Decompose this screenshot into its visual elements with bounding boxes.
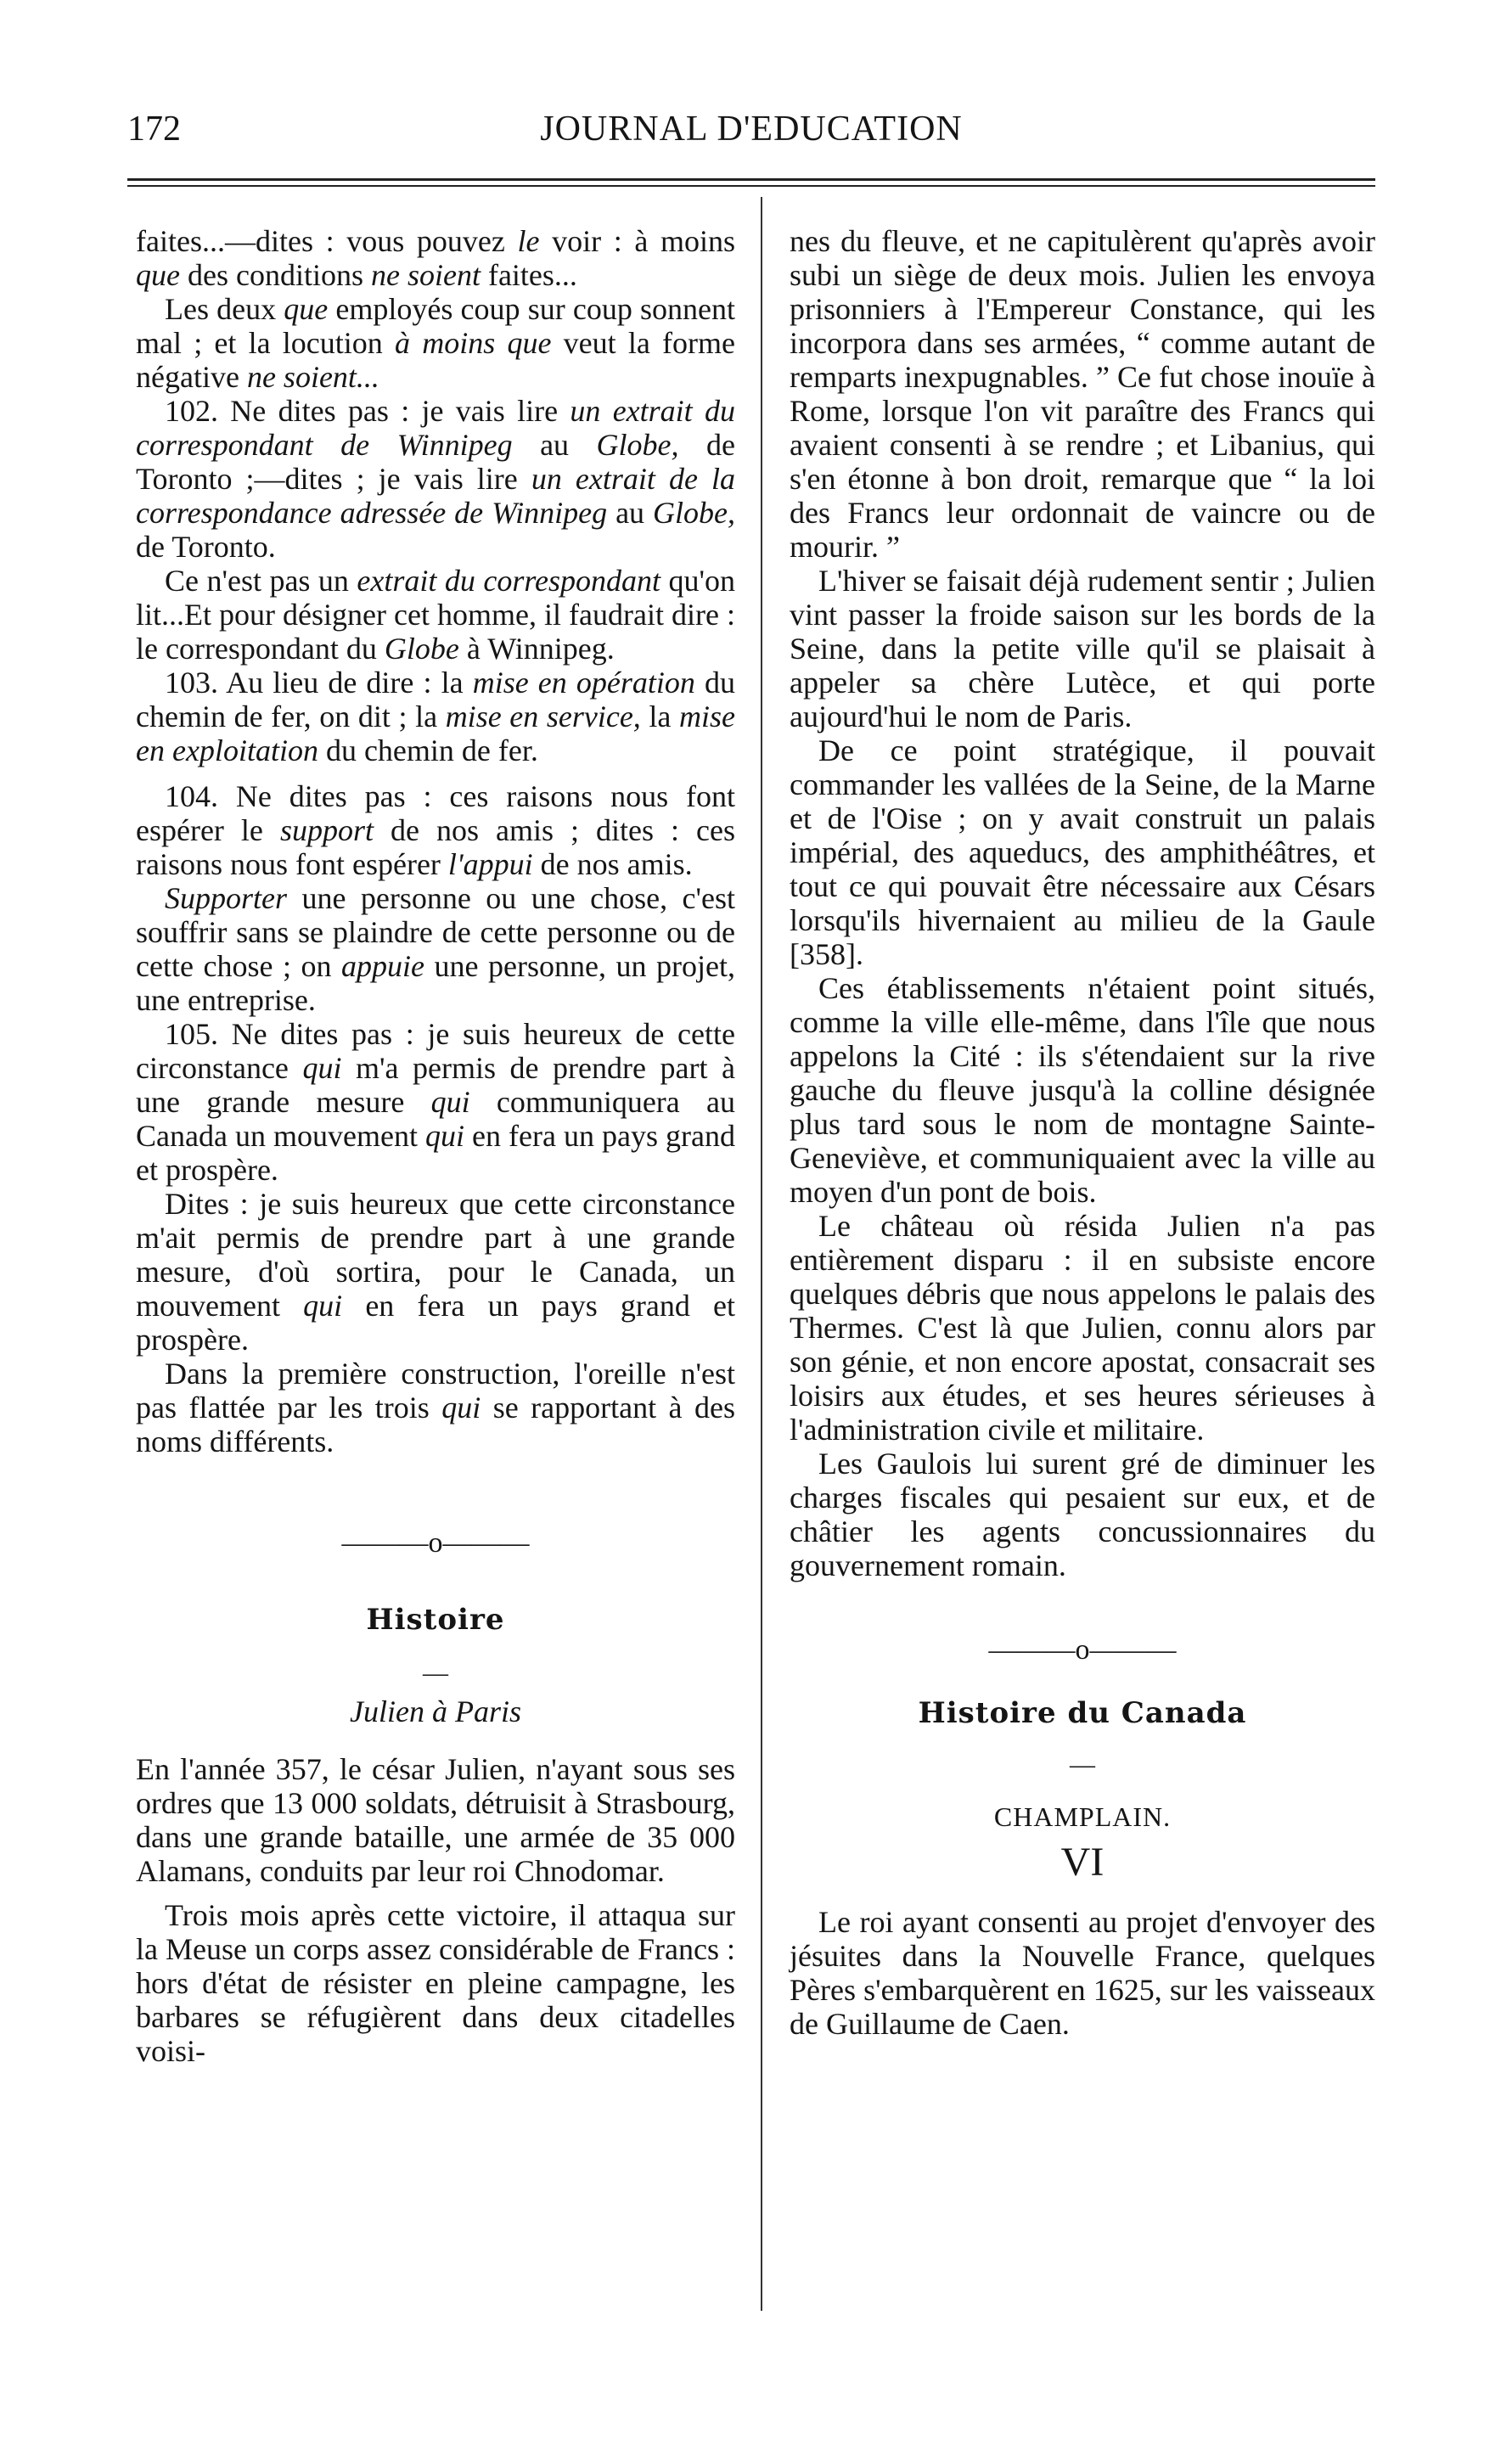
journal-title: JOURNAL D'EDUCATION xyxy=(540,110,963,149)
paragraph: Les deux que employés coup sur coup sonnent mal ; et la locution à moins que veut la forme négative ne soient... xyxy=(136,292,735,394)
page-header xyxy=(127,109,1375,160)
paragraph: Trois mois après cette victoire, il attaqua sur la Meuse un corps assez considérable de Francs : hors d'état de résister en pleine campagne, les barbares se réfugièrent dans deux citadelles voisi- xyxy=(136,1898,735,2068)
paragraph: nes du fleuve, et ne capitulèrent qu'après avoir subi un siège de deux mois. Julien les envoya prisonniers à l'Empereur Constance, qui les incorpora dans ses armées, “ comme autant de remparts inexpugnables. ” Ce fut chose inouïe à Rome, lorsque l'on vit paraître des Francs qui avaient consenti à se rendre ; et Libanius, qui s'en étonne à bon droit, remarque que “ la loi des Francs leur ordonnait de vaincre ou de mourir. ” xyxy=(790,224,1375,564)
paragraph: faites...—dites : vous pouvez le voir : à moins que des conditions ne soient faites... xyxy=(136,224,736,292)
rule-103: 103. Au lieu de dire : la mise en opération du chemin de fer, on dit ; la mise en service, la mise en exploitation du chemin de fer. xyxy=(136,666,736,767)
paragraph: Le château où résida Julien n'a pas entièrement disparu : il en subsiste encore quelques débris que nous appelons le palais des Thermes. C'est là que Julien, connu alors par son génie, et non encore apostat, consacrait ses loisirs aux études, et ses heures sérieuses à l'administration civile et militaire. xyxy=(790,1209,1375,1447)
article-subtitle: Julien à Paris xyxy=(350,1694,521,1728)
section-separator: ———o——— xyxy=(341,1527,530,1559)
rule-105: 105. Ne dites pas : je suis heureux de cette circonstance qui m'a permis de prendre part à une grande mesure qui communiquera au Canada un mouvement qui en fera un pays grand et prospère. xyxy=(136,1017,735,1187)
paragraph: Le roi ayant consenti au projet d'envoyer des jésuites dans la Nouvelle France, quelques Pères s'embarquèrent en 1625, sur les vaisseaux de Guillaume de Caen. xyxy=(790,1905,1375,2041)
header-rule-thin xyxy=(127,185,1375,187)
left-column xyxy=(136,224,735,2068)
header-rule xyxy=(127,178,1375,181)
paragraph: L'hiver se faisait déjà rudement sentir ; Julien vint passer la froide saison sur les bords de la Seine, dans la petite ville qu'il se plaisait à appeler sa chère Lutèce, et qui porte aujourd'hui le nom de Paris. xyxy=(790,564,1375,733)
paragraph: Ce n'est pas un extrait du correspondant qu'on lit...Et pour désigner cet homme, il faudrait dire : le correspondant du Globe à Winnipeg. xyxy=(136,564,735,666)
paragraph: En l'année 357, le césar Julien, n'ayant sous ses ordres que 13 000 soldats, détruisit à Strasbourg, dans une grande bataille, une armée de 35 000 Alamans, conduits par leur roi Chnodomar. xyxy=(136,1752,735,1888)
paragraph: Ces établissements n'étaient point situés, comme la ville elle-même, dans l'île que nous appelons la Cité : ils s'étendaient sur la rive gauche du fleuve jusqu'à la colline désignée plus tard sous le nom de montagne Sainte-Geneviève, et communiquaient avec la ville au moyen d'un pont de bois. xyxy=(790,971,1375,1209)
paragraph: Supporter une personne ou une chose, c'est souffrir sans se plaindre de cette personne ou de cette chose ; on appuie une personne, un projet, une entreprise. xyxy=(136,881,735,1017)
article-subtitle: CHAMPLAIN. xyxy=(993,1801,1172,1832)
paragraph: Dans la première construction, l'oreille n'est pas flattée par les trois qui se rapportant à des noms différents. xyxy=(136,1357,735,1458)
rule-104: 104. Ne dites pas : ces raisons nous font espérer le support de nos amis ; dites : ces raisons nous font espérer l'appui de nos amis. xyxy=(136,779,735,881)
section-title-histoire: Histoire xyxy=(366,1603,505,1637)
paragraph: Les Gaulois lui surent gré de diminuer les charges fiscales qui pesaient sur eux, et de châtier les agents concussionnaires du gouvernement romain. xyxy=(790,1447,1375,1582)
section-title-histoire-canada: Histoire du Canada xyxy=(918,1696,1247,1730)
chapter-number: VI xyxy=(1060,1840,1104,1885)
title-dash: — xyxy=(1070,1750,1095,1778)
paragraph: De ce point stratégique, il pouvait commander les vallées de la Seine, de la Marne et de l'Oise ; on y avait construit un palais impérial, des aqueducs, des amphithéâtres, et tout ce qui pouvait être nécessaire aux Césars lorsqu'ils hivernaient au milieu de la Gaule [358]. xyxy=(790,733,1375,971)
page-number: 172 xyxy=(127,110,181,149)
right-column xyxy=(790,224,1375,2041)
rule-102: 102. Ne dites pas : je vais lire un extrait du correspondant de Winnipeg au Globe, de Toronto ;—dites ; je vais lire un extrait de la correspondance adressée de Winnipeg au Globe, de Toronto. xyxy=(136,394,736,564)
column-divider xyxy=(761,197,762,2311)
paragraph: Dites : je suis heureux que cette circonstance m'ait permis de prendre part à une grande mesure, d'où sortira, pour le Canada, un mouvement qui en fera un pays grand et prospère. xyxy=(136,1187,735,1357)
title-dash: — xyxy=(423,1659,448,1687)
section-separator: ———o——— xyxy=(988,1634,1177,1666)
